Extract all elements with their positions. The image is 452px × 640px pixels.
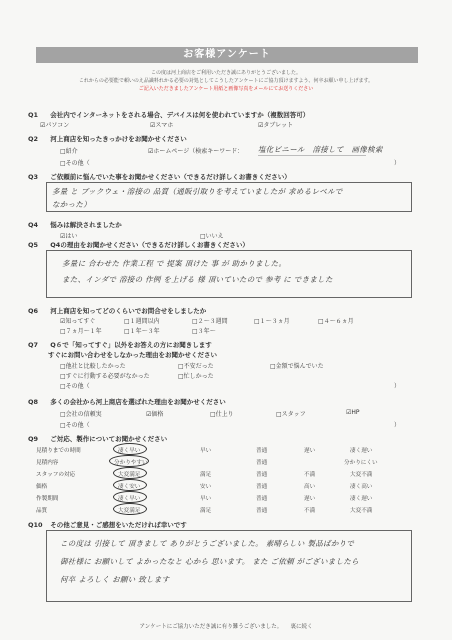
q6-option-1-3months[interactable]: □１〜３ヵ月 (254, 318, 290, 325)
q1-number: Q1 (28, 111, 39, 119)
q8-option-trust[interactable]: □会社の信頼実 (60, 411, 102, 418)
q9-row3-col0[interactable]: 凄く安い (118, 484, 141, 490)
q1-option-pc-label: パソコン (45, 122, 70, 129)
q2-option-referral[interactable]: □紹介 (60, 148, 78, 155)
q9-row4-col0[interactable]: 凄く早い (118, 496, 141, 502)
q9-row1-selected-mark (109, 455, 149, 467)
q9-row5-col4[interactable]: 大変不満 (350, 508, 373, 514)
q2-number: Q2 (28, 135, 39, 143)
q7-option-compare[interactable]: □他社と比較したかった (60, 363, 126, 370)
q9-row5-col2[interactable]: 普通 (256, 508, 268, 514)
q7-option-no-need-label: すぐに行動する必要がなかった (65, 373, 150, 380)
q7-option-no-need[interactable]: □すぐに行動する必要がなかった (60, 373, 150, 380)
q2-option-referral-label: 紹介 (65, 148, 78, 155)
q1-option-pc[interactable]: ☑パソコン (40, 122, 70, 129)
q8-option-other[interactable]: □その他（ (60, 422, 90, 429)
q9-row-label-production-time: 作製期間 (36, 496, 59, 502)
q7-option-busy-label: 忙しかった (183, 373, 214, 380)
q9-row-label-quote-content: 見積内容 (36, 460, 59, 466)
q9-row-label-price: 価格 (36, 484, 48, 490)
q10-text: その他ご意見・ご感想をいただければ幸いです (50, 521, 187, 529)
q4-option-yes[interactable]: ☑はい (60, 233, 78, 240)
q9-row3-col2[interactable]: 普通 (256, 484, 268, 490)
q4-text: 悩みは解決されましたか (50, 221, 122, 229)
q9-row5-selected-mark (113, 503, 147, 515)
q3-answer-line-1: 多量 と ブックウェ・溶接の 品質（通販引取りを考えていましたが 求めるレベルで (52, 187, 343, 196)
q6-option-1-3months-label: １〜３ヵ月 (259, 318, 290, 325)
q6-option-3years-plus-label: ３年〜 (197, 328, 216, 335)
q6-option-1-3years[interactable]: □１年〜３年 (124, 328, 160, 335)
q7-other-close-paren: ） (394, 383, 401, 390)
q8-option-price-label: 価格 (151, 411, 164, 418)
q2-option-other[interactable]: □その他（ (60, 160, 90, 167)
q8-number: Q8 (28, 398, 39, 406)
q8-option-finish[interactable]: □仕上り (210, 411, 234, 418)
q4-option-yes-label: はい (65, 233, 78, 240)
q9-row3-col3[interactable]: 高い (304, 484, 316, 490)
q5-question (28, 240, 249, 249)
q3-answer-line-2: なかった） (52, 200, 91, 209)
q9-row-label-staff: スタッフの対応 (36, 472, 76, 478)
q10-number: Q10 (28, 521, 43, 529)
q4-number: Q4 (28, 221, 39, 229)
q7-option-compare-label: 他社と比較したかった (65, 363, 126, 370)
q9-row1-col0[interactable]: 分かりやすい (114, 460, 148, 466)
q9-number: Q9 (28, 435, 39, 443)
q3-question (28, 172, 291, 181)
q1-option-tablet[interactable]: ☑タブレット (258, 122, 294, 129)
q9-row-label-quality: 品質 (36, 508, 48, 514)
q6-option-7months-1year[interactable]: □７ヵ月〜１年 (60, 328, 102, 335)
q1-question (28, 110, 309, 119)
q7-option-anxious[interactable]: □不安だった (178, 363, 214, 370)
q9-row2-col2[interactable]: 普通 (256, 472, 268, 478)
q9-row4-col2[interactable]: 普通 (256, 496, 268, 502)
q9-row3-col4[interactable]: 凄く高い (350, 484, 373, 490)
q6-option-immediately[interactable]: ☑知ってすぐ (60, 318, 96, 325)
q9-row2-col3[interactable]: 不満 (304, 472, 316, 478)
q7-option-other-label: その他（ (65, 383, 90, 390)
q8-question (28, 397, 226, 406)
q9-row5-col1[interactable]: 満足 (200, 508, 212, 514)
q7-option-anxious-label: 不安だった (183, 363, 214, 370)
q6-option-4-6months-label: ４〜６ヵ月 (323, 318, 354, 325)
q6-option-immediately-label: 知ってすぐ (65, 318, 96, 325)
q9-row4-selected-mark (113, 491, 147, 503)
q3-number: Q3 (28, 173, 39, 181)
q9-row0-col2[interactable]: 普通 (256, 448, 268, 454)
q2-text: 河上商店を知ったきっかけをお聞かせください (50, 135, 187, 143)
q2-option-homepage-label: ホームページ（検索キーワード： (153, 148, 244, 155)
q7-text-line-2: すぐにお問い合わせをしなかった理由をお聞かせください (48, 351, 217, 359)
q6-option-7months-1year-label: ７ヵ月〜１年 (65, 328, 102, 335)
q7-option-other[interactable]: □その他（ (60, 383, 90, 390)
q9-text: ご対応、製作についてお聞かせください (50, 435, 168, 443)
q2-question (28, 134, 187, 143)
q8-option-hp[interactable]: ☑HP (346, 409, 360, 416)
q4-question (28, 220, 122, 229)
survey-title: お客様アンケート (36, 47, 418, 63)
q7-option-price-worry[interactable]: □金額で悩んでいた (270, 363, 324, 370)
q9-row4-col4[interactable]: 凄く遅い (350, 496, 373, 502)
q1-option-smartphone-label: スマホ (155, 122, 174, 129)
q5-answer-line-2: また、インダで 溶接の 作例 を上げる 様 頂いていたので 参考 に できました (62, 275, 333, 284)
q8-option-price[interactable]: ☑価格 (146, 411, 164, 418)
q8-option-staff[interactable]: □スタッフ (276, 411, 306, 418)
intro-line-3: ご記入いただきましたアンケート用紙と画像写真をメールにてお送りください (138, 86, 314, 92)
q6-option-1-3years-label: １年〜３年 (129, 328, 160, 335)
q10-answer-line-1: この度は 引接して 頂きまして ありがとうございました。 素晴らしい 製品ばかりで (60, 539, 355, 548)
q9-row0-col3[interactable]: 遅い (304, 448, 316, 454)
q9-row2-col4[interactable]: 大変不満 (350, 472, 373, 478)
q9-row3-selected-mark (113, 479, 147, 491)
q6-option-1week[interactable]: □１週間以内 (124, 318, 160, 325)
q7-question (28, 340, 212, 349)
q6-number: Q6 (28, 307, 39, 315)
q2-option-homepage[interactable]: ☑ホームページ（検索キーワード： (148, 148, 244, 155)
q6-option-2-3weeks[interactable]: □２〜３週間 (192, 318, 228, 325)
q4-option-no-label: いいえ (205, 233, 224, 240)
q9-question (28, 434, 167, 443)
q9-row-label-quote-time: 見積りまでの時間 (36, 448, 81, 454)
q6-question (28, 306, 206, 315)
q8-option-other-label: その他（ (65, 422, 90, 429)
q8-option-finish-label: 仕上り (215, 411, 234, 418)
intro-line-1: この度は河上商店をご利用いただき誠にありがとうございました。 (150, 70, 301, 76)
q9-row4-col1[interactable]: 早い (200, 496, 212, 502)
q2-other-close-paren: ） (394, 160, 401, 167)
q2-keyword-answer: 塩化ビニール 溶接して 画像検索 (258, 145, 383, 154)
q9-row1-col4[interactable]: 分かりにくい (344, 460, 378, 466)
q7-option-price-worry-label: 金額で悩んでいた (275, 363, 324, 370)
q7-number: Q7 (28, 341, 39, 349)
q5-answer-line-1: 多量に 合わせた 作業工程 で 提案 頂けた 事 が 助かりました。 (62, 259, 287, 268)
q9-row0-selected-mark (113, 443, 147, 455)
q8-option-staff-label: スタッフ (281, 411, 306, 418)
q9-row0-col4[interactable]: 凄く遅い (350, 448, 373, 454)
q5-number: Q5 (28, 241, 39, 249)
q8-option-trust-label: 会社の信頼実 (65, 411, 102, 418)
q6-option-1week-label: １週間以内 (129, 318, 160, 325)
q9-row5-col3[interactable]: 不満 (304, 508, 316, 514)
q8-other-close-paren: ） (394, 422, 401, 429)
q6-option-2-3weeks-label: ２〜３週間 (197, 318, 228, 325)
q9-row5-col0[interactable]: 大変満足 (118, 508, 141, 514)
q6-option-4-6months[interactable]: □４〜６ヵ月 (318, 318, 354, 325)
q9-row2-col0[interactable]: 大変満足 (118, 472, 141, 478)
q6-option-3years-plus[interactable]: □３年〜 (192, 328, 216, 335)
q10-question (28, 520, 187, 529)
q4-option-no[interactable]: □いいえ (200, 233, 224, 240)
q5-text: Q4の理由をお聞かせください（できるだけ詳しくお書きください） (50, 241, 249, 249)
q1-option-tablet-label: タブレット (263, 122, 294, 129)
q7-option-busy[interactable]: □忙しかった (178, 373, 214, 380)
q9-row0-col1[interactable]: 早い (200, 448, 212, 454)
q9-row3-col1[interactable]: 安い (200, 484, 212, 490)
q9-row4-col3[interactable]: 遅い (304, 496, 316, 502)
q9-row2-selected-mark (113, 467, 147, 479)
q9-row0-col0[interactable]: 凄く早い (118, 448, 141, 454)
q9-row2-col1[interactable]: 満足 (200, 472, 212, 478)
q1-text: 会社内でインターネットをされる場合、デバイスは何を使われていますか（複数回答可） (50, 111, 310, 119)
q10-answer-line-2: 御社様に お願いして よかったなと 心から 思います。 また ご依頼 がございましたら (60, 557, 359, 566)
q1-option-smartphone[interactable]: ☑スマホ (150, 122, 174, 129)
q7-text: Q６で「知ってすぐ」以外をお答えの方にお聞きします (50, 341, 212, 349)
footer-note: アンケートにご協力いただき誠に有り難うございました。 裏に続く (139, 624, 313, 630)
intro-line-2: これからの必要能で頼いのえ品識料れかる必要の対処としてこうしたアンケートにご協力頂けますよう、何卒お願い申し上げます。 (78, 78, 374, 84)
q3-text: ご依頼前に悩んでいた事をお聞かせください（できるだけ詳しくお書きください） (50, 173, 291, 181)
q9-row1-col2[interactable]: 普通 (256, 460, 268, 466)
q2-option-other-label: その他（ (65, 160, 90, 167)
q2-keyword-line (258, 155, 366, 156)
q6-text: 河上商店を知ってどのくらいでお問合せをしましたか (50, 307, 207, 315)
q10-answer-line-3: 何卒 よろしく お願い 致します (60, 575, 170, 584)
q8-option-hp-label: HP (351, 409, 360, 416)
q8-text: 多くの会社から河上商店を選ばれた理由をお聞かせください (50, 398, 226, 406)
